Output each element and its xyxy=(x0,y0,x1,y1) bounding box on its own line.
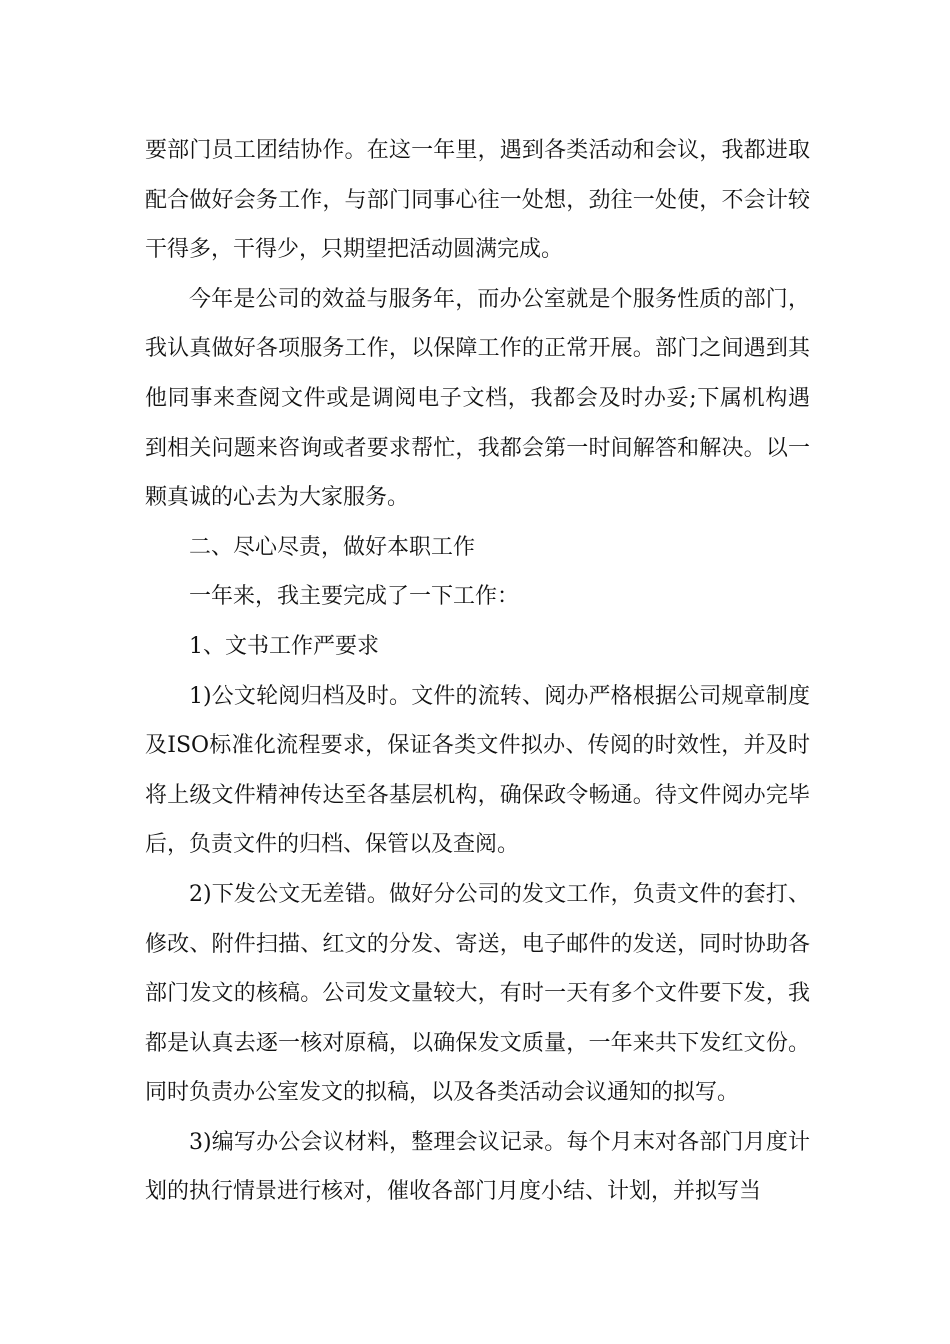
paragraph-5: 2)下发公文无差错。做好分公司的发文工作，负责文件的套打、修改、附件扫描、红文的分发、寄送，电子邮件的发送，同时协助各部门发文的核稿。公司发文量较大，有时一天有多个文件要下发，我都是认真去逐一核对原稿，以确保发文质量，一年来共下发红文份。同时负责办公室发文的拟稿，以及各类活动会议通知的拟写。 xyxy=(145,881,810,1106)
section-heading: 二、尽心尽责，做好本职工作 xyxy=(189,534,476,560)
paragraph-4: 1)公文轮阅归档及时。文件的流转、阅办严格根据公司规章制度及ISO标准化流程要求，保证各类文件拟办、传阅的时效性，并及时将上级文件精神传达至各基层机构，确保政令畅通。待文件阅办完毕后，负责文件的归档、保管以及查阅。 xyxy=(145,683,810,858)
paragraph-3: 一年来，我主要完成了一下工作： xyxy=(189,584,520,610)
paragraph-6: 3)编写办公会议材料，整理会议记录。每个月末对各部门月度计划的执行情景进行核对，催收各部门月度小结、计划，并拟写当 xyxy=(145,1129,810,1205)
document-body xyxy=(145,126,810,1217)
subsection-heading: 1、文书工作严要求 xyxy=(189,633,379,659)
paragraph-2: 今年是公司的效益与服务年，而办公室就是个服务性质的部门，我认真做好各项服务工作，以保障工作的正常开展。部门之间遇到其他同事来查阅文件或是调阅电子文档，我都会及时办妥;下属机构遇到相关问题来咨询或者要求帮忙，我都会第一时间解答和解决。以一颗真诚的心去为大家服务。 xyxy=(145,286,810,511)
paragraph-1: 要部门员工团结协作。在这一年里，遇到各类活动和会议，我都进取配合做好会务工作，与部门同事心往一处想，劲往一处使，不会计较干得多，干得少，只期望把活动圆满完成。 xyxy=(145,138,810,263)
